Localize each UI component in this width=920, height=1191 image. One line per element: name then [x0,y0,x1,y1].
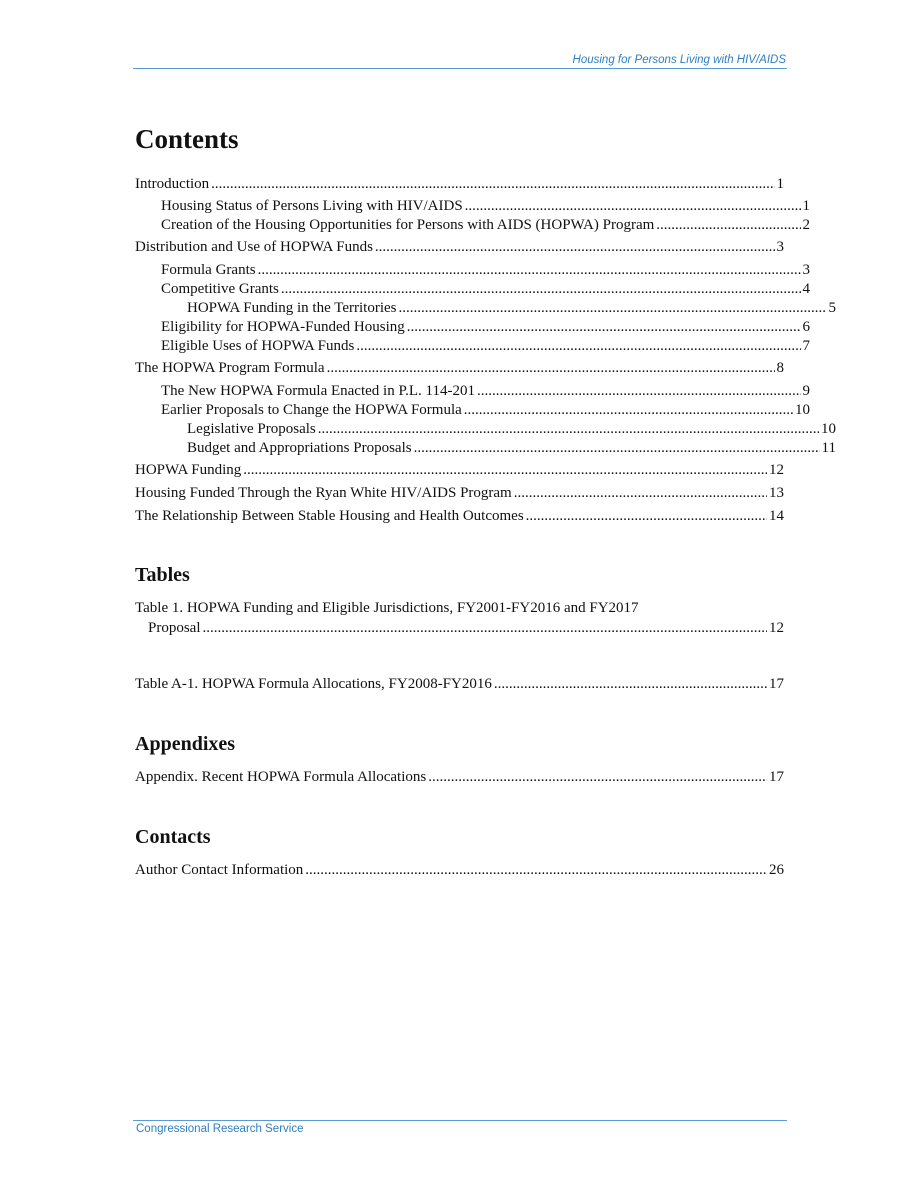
toc-entry-title: Appendix. Recent HOPWA Formula Allocations [135,769,427,785]
dot-leader [514,483,767,503]
toc-entry[interactable] [135,279,810,299]
toc-entry-page: 12 [769,620,784,636]
dot-leader [318,419,819,439]
toc-entry-page: 3 [802,262,810,278]
toc-entry-page: 17 [769,676,784,692]
toc-entry[interactable] [135,298,836,318]
toc-entry-title: Eligible Uses of HOPWA Funds [161,338,355,354]
toc-entry[interactable] [135,196,810,216]
toc-entry-title: HOPWA Funding in the Territories [187,300,397,316]
toc-entry[interactable] [135,336,810,356]
toc-entry-title: Budget and Appropriations Proposals [187,440,412,456]
toc-entry[interactable] [135,260,810,280]
dot-leader [526,506,767,526]
dot-leader [211,174,774,194]
toc-entry-page: 11 [821,440,836,456]
toc-entry-title-continued: Proposal [148,620,201,636]
toc-entry-page: 2 [802,217,810,233]
toc-entry-page: 17 [769,769,784,785]
dot-leader [375,237,775,257]
toc-entry-page: 6 [802,319,810,335]
dot-leader [356,336,800,356]
toc-entry-title: Table 1. HOPWA Funding and Eligible Jurisdictions, FY2001-FY2016 and FY2017 [135,600,639,616]
toc-entry[interactable] [135,317,810,337]
toc-entry[interactable] [135,598,784,638]
toc-entry-title: HOPWA Funding [135,462,242,478]
toc-entry-title: Introduction [135,176,210,192]
toc-entry[interactable] [135,400,810,420]
toc-entry[interactable] [135,483,784,503]
toc-entry-page: 8 [776,360,784,376]
toc-entry-title: The HOPWA Program Formula [135,360,325,376]
dot-leader [327,358,775,378]
toc-entry[interactable] [135,237,784,257]
dot-leader [414,438,820,458]
toc-entry-page: 12 [769,462,784,478]
toc-entry-title: Creation of the Housing Opportunities for Persons with AIDS (HOPWA) Program [161,217,655,233]
toc-entry-page: 10 [795,402,810,418]
toc-entry[interactable] [135,381,810,401]
dot-leader [258,260,801,280]
toc-entry-page: 4 [802,281,810,297]
dot-leader [203,618,768,638]
toc-entry-page: 3 [776,239,784,255]
toc-entry-page: 10 [821,421,836,437]
toc-entry[interactable] [135,438,836,458]
toc-entry[interactable] [135,174,784,194]
contacts-heading: Contacts [135,826,211,848]
toc-entry-page: 13 [769,485,784,501]
toc-entry-page: 26 [769,862,784,878]
toc-entry-page: 5 [828,300,836,316]
toc-entry-title: Earlier Proposals to Change the HOPWA Formula [161,402,462,418]
toc-entry[interactable] [135,419,836,439]
toc-entry[interactable] [135,860,784,880]
toc-entry-page: 9 [802,383,810,399]
toc-entry[interactable] [135,506,784,526]
toc-entry-page: 14 [769,508,784,524]
toc-entry-title: Formula Grants [161,262,256,278]
running-footer: Congressional Research Service [136,1123,304,1135]
header-rule [133,68,787,69]
toc-entry-title: Legislative Proposals [187,421,316,437]
dot-leader [494,674,767,694]
footer-rule [133,1120,787,1121]
running-header: Housing for Persons Living with HIV/AIDS [572,54,786,66]
toc-entry[interactable] [135,460,784,480]
dot-leader [465,196,801,216]
dot-leader [243,460,767,480]
dot-leader [305,860,767,880]
toc-entry-title: Competitive Grants [161,281,279,297]
contents-heading: Contents [135,124,239,154]
toc-entry[interactable] [135,215,810,235]
dot-leader [477,381,801,401]
toc-entry-page: 1 [802,198,810,214]
toc-entry[interactable] [135,674,784,694]
toc-entry-title: Housing Status of Persons Living with HIV/AIDS [161,198,463,214]
appendixes-heading: Appendixes [135,733,236,755]
toc-entry-title: The Relationship Between Stable Housing and Health Outcomes [135,508,524,524]
dot-leader [407,317,801,337]
toc-entry-page: 1 [776,176,784,192]
dot-leader [464,400,793,420]
dot-leader [428,767,767,787]
toc-entry[interactable] [135,767,784,787]
toc-entry-title: Table A-1. HOPWA Formula Allocations, FY2008-FY2016 [135,676,492,692]
toc-entry-title: Housing Funded Through the Ryan White HIV/AIDS Program [135,485,512,501]
toc-entry[interactable] [135,358,784,378]
toc-entry-title: Author Contact Information [135,862,304,878]
dot-leader [399,298,827,318]
toc-entry-page: 7 [802,338,810,354]
toc-entry-title: Distribution and Use of HOPWA Funds [135,239,373,255]
dot-leader [656,215,800,235]
tables-heading: Tables [135,564,190,586]
toc-entry-title: Eligibility for HOPWA-Funded Housing [161,319,405,335]
toc-entry-title: The New HOPWA Formula Enacted in P.L. 114-201 [161,383,475,399]
dot-leader [281,279,801,299]
